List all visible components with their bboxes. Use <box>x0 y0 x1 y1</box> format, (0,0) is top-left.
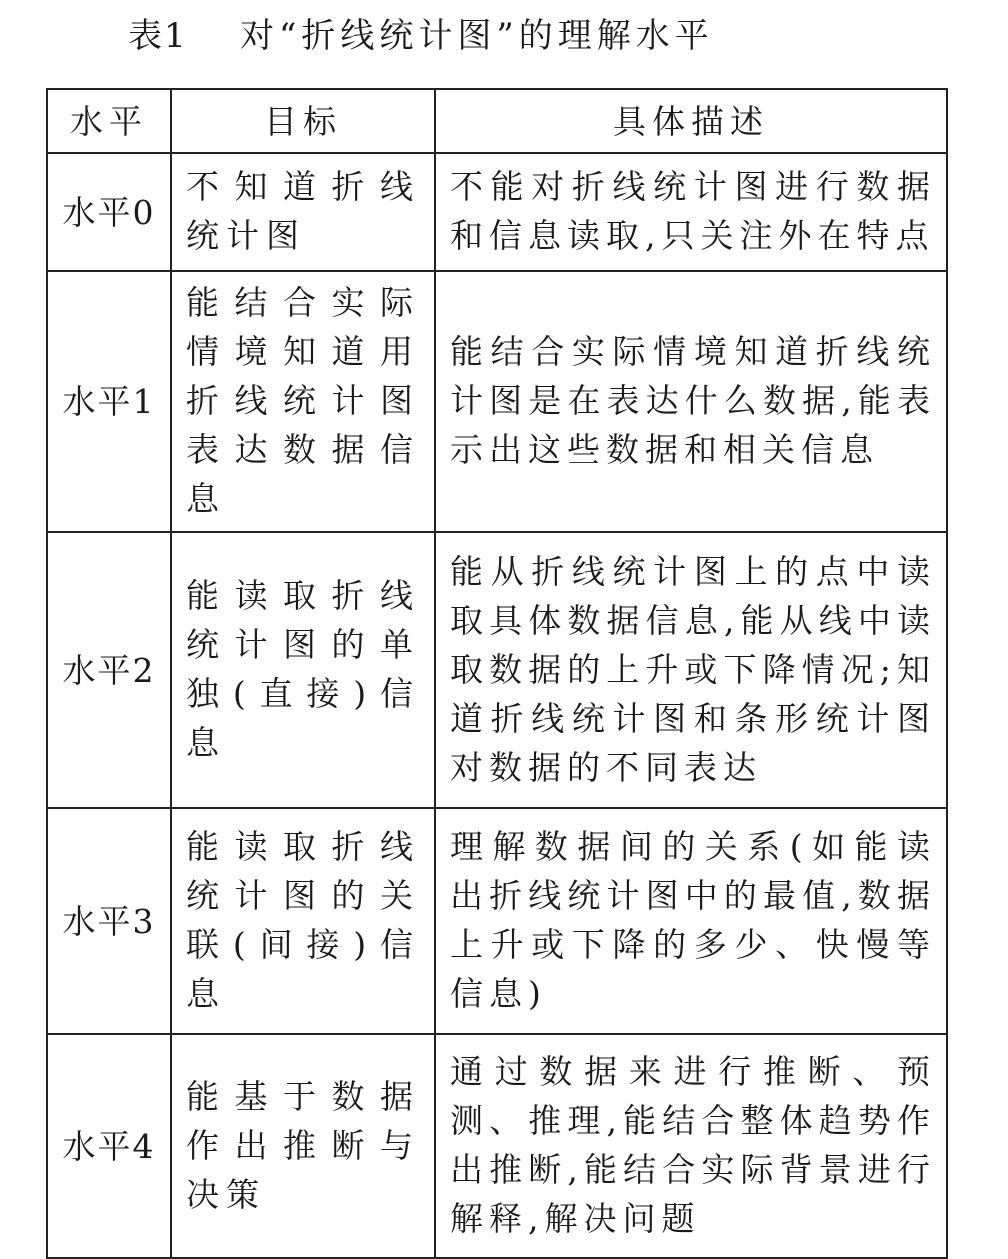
table-row <box>47 808 947 1034</box>
table-row <box>47 271 947 532</box>
table-row <box>47 153 947 271</box>
table-header-row <box>47 89 947 153</box>
level-cell: 水平0 <box>47 153 171 271</box>
table-row <box>47 1034 947 1258</box>
header-goal: 目标 <box>171 89 435 153</box>
understanding-levels-table <box>46 88 948 1259</box>
level-cell: 水平1 <box>47 271 171 532</box>
description-cell: 通过数据来进行推断、预测、推理,能结合整体趋势作出推断,能结合实际背景进行解释,解决问题 <box>435 1034 947 1258</box>
header-level: 水平 <box>47 89 171 153</box>
goal-cell: 能结合实际情境知道用折线统计图表达数据信息 <box>171 271 435 532</box>
table-caption <box>0 6 1008 66</box>
level-cell: 水平4 <box>47 1034 171 1258</box>
level-cell: 水平3 <box>47 808 171 1034</box>
description-cell: 理解数据间的关系(如能读出折线统计图中的最值,数据上升或下降的多少、快慢等信息) <box>435 808 947 1034</box>
goal-cell: 能读取折线统计图的单独(直接)信息 <box>171 532 435 808</box>
goal-cell: 能基于数据作出推断与决策 <box>171 1034 435 1258</box>
level-cell: 水平2 <box>47 532 171 808</box>
description-cell: 能从折线统计图上的点中读取具体数据信息,能从线中读取数据的上升或下降情况;知道折线统计图和条形统计图对数据的不同表达 <box>435 532 947 808</box>
table-number: 表1 <box>128 16 188 56</box>
description-cell: 能结合实际情境知道折线统计图是在表达什么数据,能表示出这些数据和相关信息 <box>435 271 947 532</box>
table-title: 对“折线统计图”的理解水平 <box>240 16 714 56</box>
goal-cell: 能读取折线统计图的关联(间接)信息 <box>171 808 435 1034</box>
goal-cell: 不知道折线统计图 <box>171 153 435 271</box>
description-cell: 不能对折线统计图进行数据和信息读取,只关注外在特点 <box>435 153 947 271</box>
table-row <box>47 532 947 808</box>
header-description: 具体描述 <box>435 89 947 153</box>
